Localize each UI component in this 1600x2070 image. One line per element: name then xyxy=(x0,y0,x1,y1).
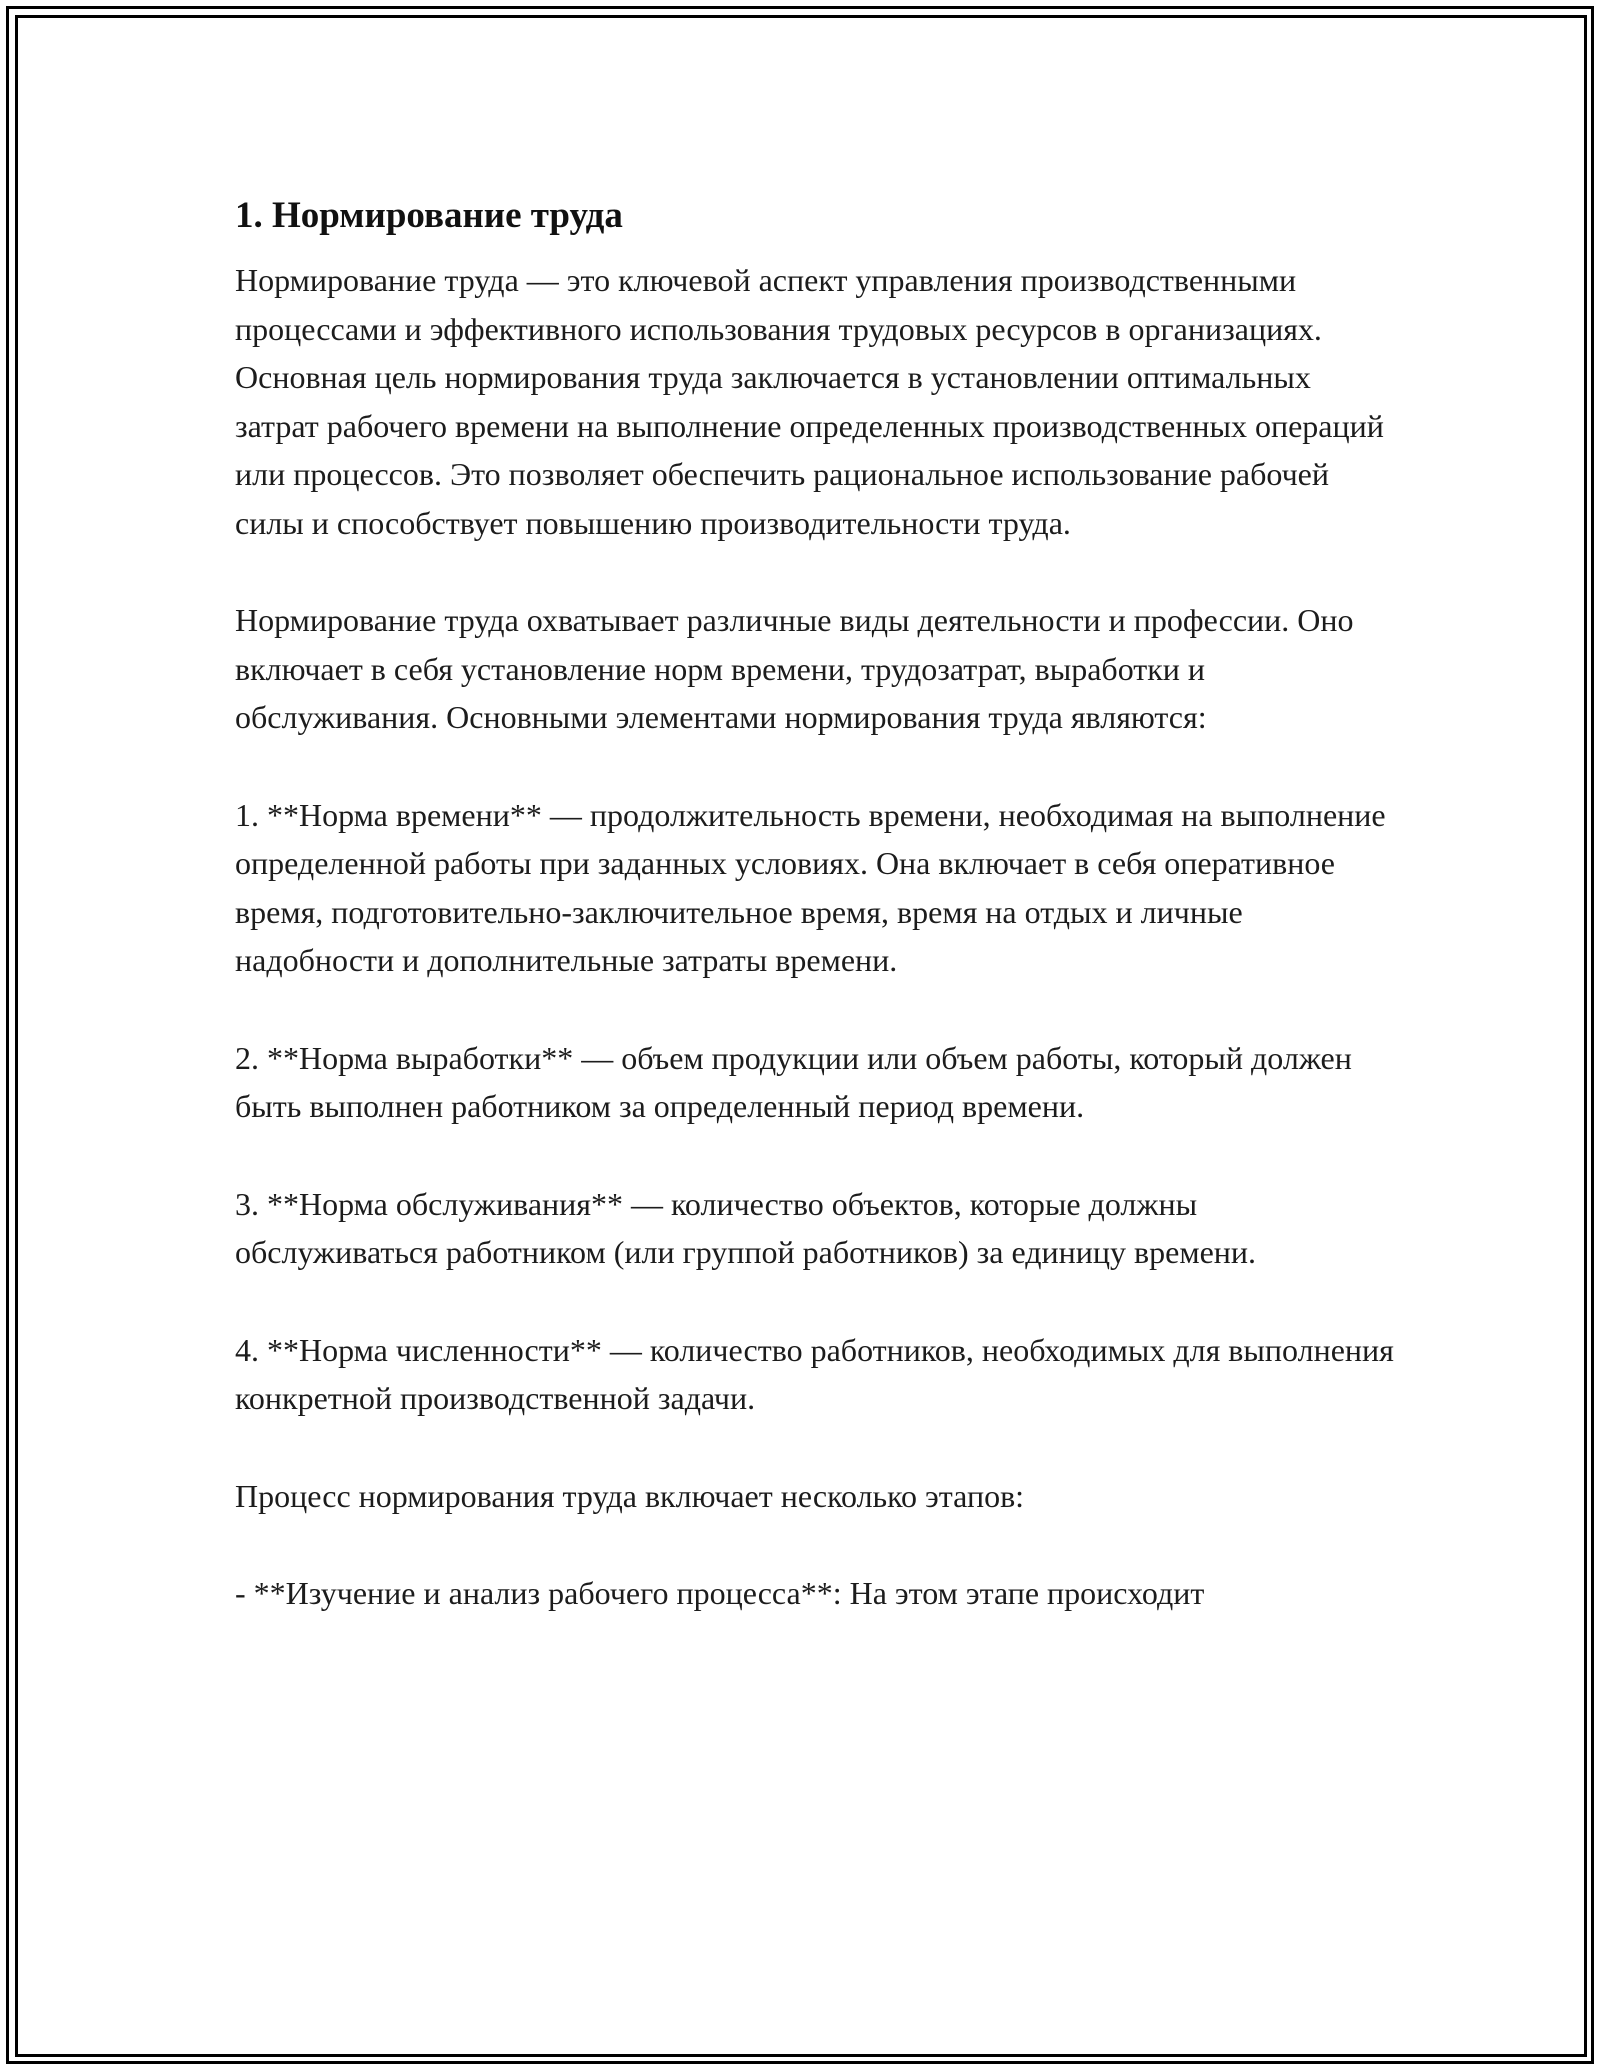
page-title: 1. Нормирование труда xyxy=(235,195,623,236)
list-item-stage-analysis: - **Изучение и анализ рабочего процесса**: На этом этапе происходит xyxy=(235,1575,1205,1611)
list-item-service-norm: 3. **Норма обслуживания** — количество объектов, которые должны обслуживаться работником (или группой работников) за единицу времени. xyxy=(235,1185,1257,1270)
list-item-output-norm: 2. **Норма выработки** — объем продукции или объем работы, который должен быть выполнен работником за определенный период времени. xyxy=(235,1039,1352,1124)
document-body xyxy=(235,184,1400,1618)
paragraph-stages: Процесс нормирования труда включает несколько этапов: xyxy=(235,1477,1025,1514)
list-item-time-norm: 1. **Норма времени** — продолжительность времени, необходимая на выполнение определенной работы при заданных условиях. Она включает в себя оперативное время, подготовительно-заключительное время, время на отдых и личные надобности и дополнительные затраты времени. xyxy=(235,796,1386,978)
paragraph-elements: Нормирование труда охватывает различные виды деятельности и профессии. Оно включает в себя установление норм времени, трудозатрат, выработки и обслуживания. Основными элементами нормирования труда являются: xyxy=(235,602,1354,735)
paragraph-intro: Нормирование труда — это ключевой аспект управления производственными процессами и эффективного использования трудовых ресурсов в организациях. Основная цель нормирования труда заключается в установлении оптимальных затрат рабочего времени на выполнение определенных производственных операций или процессов. Это позволяет обеспечить рациональное использование рабочей силы и способствует повышению производительности труда. xyxy=(235,262,1384,541)
list-item-headcount-norm: 4. **Норма численности** — количество работников, необходимых для выполнения конкретной производственной задачи. xyxy=(235,1331,1394,1416)
